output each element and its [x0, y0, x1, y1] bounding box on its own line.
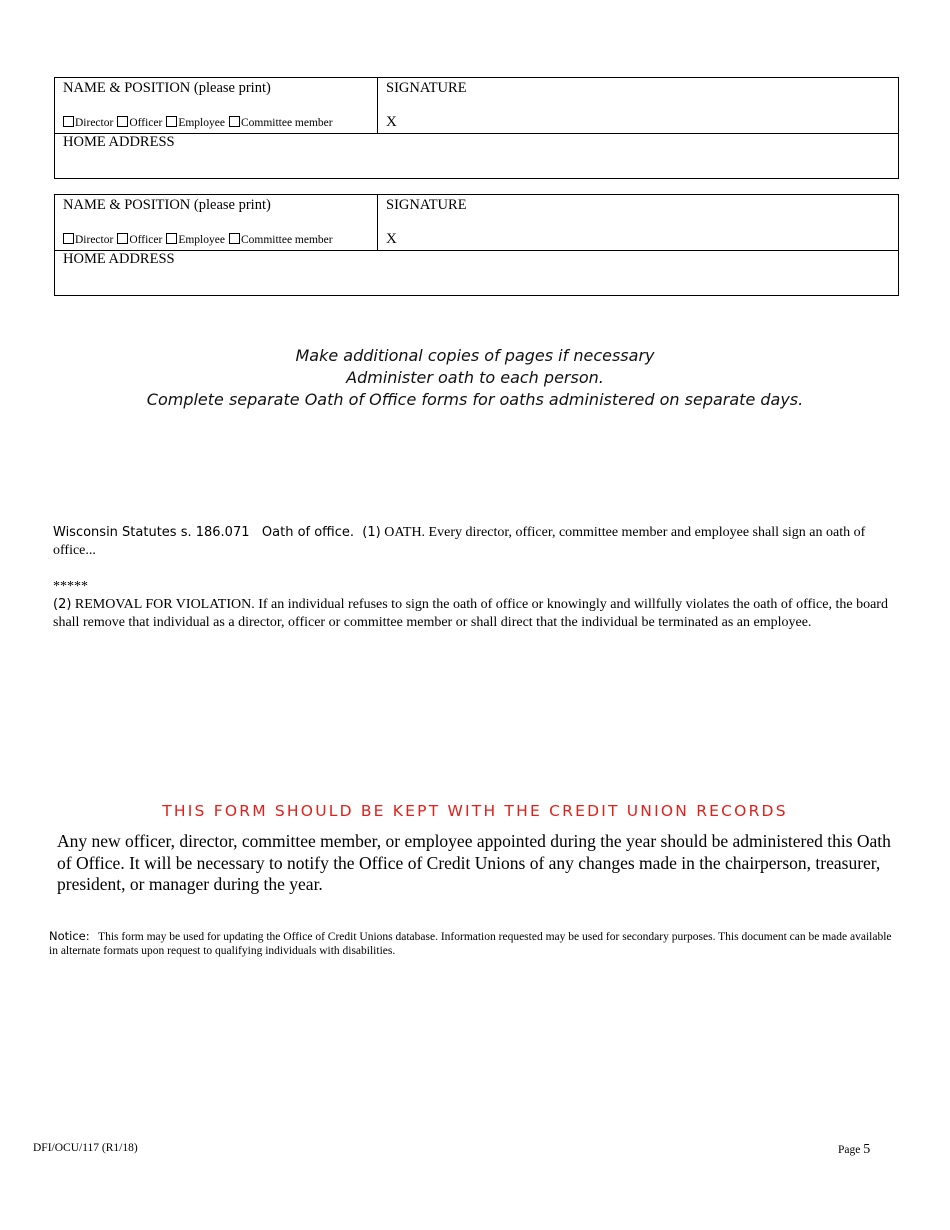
- home-address-label: HOME ADDRESS: [63, 134, 175, 150]
- signature-x-mark: X: [386, 114, 397, 130]
- statute-removal-paragraph: [53, 596, 898, 632]
- checkbox-icon: [166, 116, 177, 127]
- checkbox-icon: [63, 233, 74, 244]
- notice-paragraph: [49, 929, 897, 958]
- checkbox-director[interactable]: Director: [63, 117, 113, 129]
- signature-x-mark: X: [386, 231, 397, 247]
- signature-field[interactable]: [378, 195, 898, 250]
- statute-heading: Wisconsin Statutes s. 186.071 Oath of office. (1): [53, 525, 381, 540]
- page-label: Page: [838, 1144, 861, 1156]
- home-address-label: HOME ADDRESS: [63, 251, 175, 267]
- checkbox-icon: [63, 116, 74, 127]
- statute-oath-text: OATH. Every director, officer, committee member and employee shall sign an oath of office...: [53, 525, 866, 558]
- home-address-field[interactable]: [55, 134, 898, 178]
- checkbox-icon: [166, 233, 177, 244]
- checkbox-officer[interactable]: Officer: [117, 234, 162, 246]
- notice-text: This form may be used for updating the Office of Credit Unions database. Information requested may be used for secondary purposes. This document can be made available in alternate formats upon request to qualifying individuals with disabilities.: [49, 931, 892, 957]
- signature-label: SIGNATURE: [386, 197, 467, 213]
- home-address-field[interactable]: [55, 251, 898, 295]
- checkbox-director[interactable]: Director: [63, 234, 113, 246]
- records-notice-heading: THIS FORM SHOULD BE KEPT WITH THE CREDIT UNION RECORDS: [162, 802, 788, 820]
- signature-block-1: [54, 77, 899, 179]
- signature-label: SIGNATURE: [386, 80, 467, 96]
- page-number: 5: [863, 1142, 871, 1157]
- checkbox-employee[interactable]: Employee: [166, 117, 225, 129]
- instruction-administer: Administer oath to each person.: [346, 368, 604, 387]
- notice-label: Notice:: [49, 929, 90, 943]
- name-position-field[interactable]: [55, 195, 378, 250]
- name-position-label: NAME & POSITION (please print): [63, 197, 271, 213]
- records-paragraph: Any new officer, director, committee member, or employee appointed during the year should be administered this Oath of Office. It will be necessary to notify the Office of Credit Unions of any changes made in the chairperson, treasurer, president, or manager during the year.: [57, 831, 891, 894]
- checkbox-officer[interactable]: Officer: [117, 117, 162, 129]
- page-indicator: [838, 1142, 870, 1158]
- checkbox-icon: [117, 233, 128, 244]
- removal-text: REMOVAL FOR VIOLATION. If an individual refuses to sign the oath of office or knowingly and willfully violates the oath of office, the board shall remove that individual as a director, officer or committee member or shall direct that the individual be terminated as an employee.: [53, 597, 888, 630]
- statute-oath-paragraph: [53, 524, 898, 560]
- instruction-separate-forms: Complete separate Oath of Office forms for oaths administered on separate days.: [146, 390, 804, 409]
- signature-field[interactable]: [378, 78, 898, 133]
- form-id: DFI/OCU/117 (R1/18): [33, 1142, 138, 1154]
- checkbox-committee-member[interactable]: Committee member: [229, 117, 333, 129]
- statute-separator: *****: [53, 579, 88, 594]
- instruction-copies: Make additional copies of pages if necessary: [295, 346, 655, 365]
- checkbox-icon: [229, 233, 240, 244]
- name-position-label: NAME & POSITION (please print): [63, 80, 271, 96]
- signature-block-2: [54, 194, 899, 296]
- name-position-field[interactable]: [55, 78, 378, 133]
- checkbox-icon: [117, 116, 128, 127]
- checkbox-employee[interactable]: Employee: [166, 234, 225, 246]
- removal-number: (2): [53, 597, 72, 612]
- checkbox-icon: [229, 116, 240, 127]
- checkbox-committee-member[interactable]: Committee member: [229, 234, 333, 246]
